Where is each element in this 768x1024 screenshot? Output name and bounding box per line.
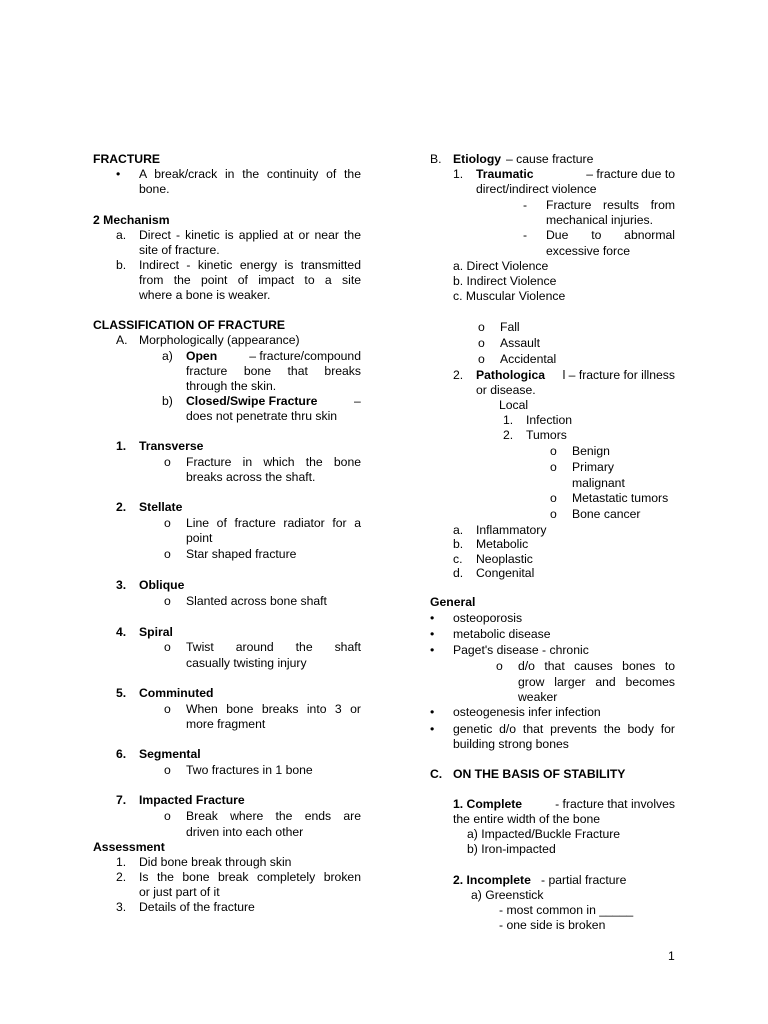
list-marker: a. (453, 523, 464, 537)
list-marker: 1. (116, 439, 127, 453)
list-marker: 2. (453, 368, 464, 382)
etiology-text: – cause fracture (506, 152, 594, 166)
type-segmental: Segmental (139, 747, 201, 761)
category-item: Metabolic (476, 537, 529, 551)
greenstick-detail: - most common in _____ (499, 903, 634, 917)
list-marker: 1. (116, 855, 127, 869)
list-marker: b. (453, 537, 464, 551)
tumor-item: malignant (572, 476, 625, 490)
tumor-item: Metastatic tumors (572, 491, 669, 505)
circle-bullet-glyph: o (164, 547, 171, 561)
type-description: When bone breaks into 3 or (186, 702, 361, 716)
circle-bullet-glyph: o (164, 455, 171, 469)
local-item: Tumors (526, 428, 567, 442)
list-marker: a) (162, 349, 173, 363)
bullet-glyph: • (430, 643, 435, 657)
dash-marker: - (523, 228, 528, 242)
circle-bullet-glyph: o (550, 460, 557, 474)
general-item: building strong bones (453, 737, 569, 751)
list-marker: 6. (116, 747, 127, 761)
bullet-glyph: • (430, 722, 435, 736)
circle-bullet-glyph: o (478, 352, 485, 366)
traumatic-text: – fracture due to (586, 167, 675, 181)
pathological-text: l – fracture for illness (562, 368, 675, 382)
open-fracture-text: – fracture/compound (249, 349, 361, 363)
circle-bullet-glyph: o (478, 320, 485, 334)
incomplete-text: - partial fracture (541, 873, 627, 887)
general-subitem: grow larger and becomes (518, 675, 675, 689)
circle-bullet-glyph: o (164, 640, 171, 654)
open-fracture-label: Open (186, 349, 218, 363)
list-marker: 2. (116, 500, 127, 514)
fracture-definition-line: A break/crack in the continuity of the (139, 167, 361, 181)
type-description: Star shaped fracture (186, 547, 297, 561)
list-marker: 3. (116, 900, 127, 914)
list-marker: C. (430, 767, 443, 781)
list-marker: 1. (503, 413, 514, 427)
circle-bullet-glyph: o (550, 491, 557, 505)
open-fracture-text: through the skin. (186, 379, 277, 393)
bullet-glyph: • (430, 611, 435, 625)
list-marker: d. (453, 566, 464, 580)
mechanism-indirect: Indirect - kinetic energy is transmitted (139, 258, 361, 272)
mechanism-indirect: where a bone is weaker. (139, 288, 271, 302)
list-marker: 2. (503, 428, 514, 442)
circle-bullet-glyph: o (164, 763, 171, 777)
circle-bullet-glyph: o (164, 594, 171, 608)
circle-bullet-glyph: o (164, 516, 171, 530)
assessment-item: Is the bone break completely broken (139, 870, 361, 884)
fracture-definition-line: bone. (139, 182, 170, 196)
pathological-label: Pathologica (476, 368, 546, 382)
list-marker: b. (116, 258, 127, 272)
assessment-item: Details of the fracture (139, 900, 255, 914)
tumor-item: Benign (572, 444, 610, 458)
incomplete-label: 2. Incomplete (453, 873, 531, 887)
traumatic-detail: mechanical injuries. (546, 213, 654, 227)
general-item: osteoporosis (453, 611, 523, 625)
category-item: Inflammatory (476, 523, 547, 537)
general-subitem: weaker (518, 690, 558, 704)
page-number: 1 (668, 949, 675, 963)
circle-bullet-glyph: o (164, 809, 171, 823)
closed-fracture-text: does not penetrate thru skin (186, 409, 338, 423)
circle-bullet-glyph: o (550, 444, 557, 458)
violence-item: a. Direct Violence (453, 259, 549, 273)
violence-item: c. Muscular Violence (453, 289, 566, 303)
local-item: Infection (526, 413, 573, 427)
type-description: more fragment (186, 717, 266, 731)
type-description: Slanted across bone shaft (186, 594, 327, 608)
closed-fracture-dash: – (354, 394, 361, 408)
general-item: osteogenesis infer infection (453, 705, 601, 719)
complete-label: 1. Complete (453, 797, 523, 811)
list-marker: 1. (453, 167, 464, 181)
circle-bullet-glyph: o (496, 659, 503, 673)
type-description: point (186, 531, 213, 545)
bullet-glyph: • (430, 627, 435, 641)
complete-text: - fracture that involves (555, 797, 675, 811)
tumor-item: Primary (572, 460, 614, 474)
list-marker: c. (453, 552, 463, 566)
cause-item: Fall (500, 320, 520, 334)
type-stellate: Stellate (139, 500, 183, 514)
type-description: breaks across the shaft. (186, 470, 316, 484)
traumatic-label: Traumatic (476, 167, 534, 181)
type-description: Line of fracture radiator for a (186, 516, 361, 530)
bullet-glyph: • (430, 705, 435, 719)
circle-bullet-glyph: o (478, 336, 485, 350)
list-marker: b) (162, 394, 173, 408)
complete-text: the entire width of the bone (453, 812, 601, 826)
tumor-item: Bone cancer (572, 507, 641, 521)
stability-heading: ON THE BASIS OF STABILITY (453, 767, 626, 781)
pathological-text: or disease. (476, 383, 536, 397)
mechanism-direct: site of fracture. (139, 243, 220, 257)
mechanism-direct: Direct - kinetic is applied at or near the (139, 228, 361, 242)
general-item: metabolic disease (453, 627, 551, 641)
type-description: Fracture in which the bone (186, 455, 361, 469)
traumatic-detail: Fracture results from (546, 198, 675, 212)
type-oblique: Oblique (139, 578, 185, 592)
type-spiral: Spiral (139, 625, 173, 639)
list-marker: 4. (116, 625, 127, 639)
general-item: Paget's disease - chronic (453, 643, 589, 657)
list-marker: A. (116, 333, 128, 347)
bullet-glyph: • (116, 167, 121, 181)
type-description: Break where the ends are (186, 809, 361, 823)
greenstick-detail: - one side is broken (499, 918, 606, 932)
complete-subitem: a) Impacted/Buckle Fracture (467, 827, 621, 841)
traumatic-text: direct/indirect violence (476, 182, 597, 196)
type-description: Twist around the shaft (186, 640, 361, 654)
closed-fracture-label: Closed/Swipe Fracture (186, 394, 318, 408)
type-description: Two fractures in 1 bone (186, 763, 313, 777)
classification-heading: CLASSIFICATION OF FRACTURE (93, 318, 286, 332)
fracture-heading: FRACTURE (93, 152, 161, 166)
dash-marker: - (523, 198, 528, 212)
list-marker: 2. (116, 870, 127, 884)
type-transverse: Transverse (139, 439, 204, 453)
etiology-label: Etiology (453, 152, 502, 166)
list-marker: 7. (116, 793, 127, 807)
circle-bullet-glyph: o (550, 507, 557, 521)
assessment-item: Did bone break through skin (139, 855, 292, 869)
violence-item: b. Indirect Violence (453, 274, 557, 288)
list-marker: 5. (116, 686, 127, 700)
general-heading: General (430, 595, 476, 609)
cause-item: Assault (500, 336, 540, 350)
traumatic-detail: Due to abnormal (546, 228, 675, 242)
category-item: Congenital (476, 566, 535, 580)
greenstick-label: a) Greenstick (471, 888, 544, 902)
complete-subitem: b) Iron-impacted (467, 842, 556, 856)
cause-item: Accidental (500, 352, 557, 366)
general-subitem: d/o that causes bones to (518, 659, 675, 673)
mechanism-indirect: from the point of impact to a site (139, 273, 361, 287)
mechanism-heading: 2 Mechanism (93, 213, 170, 227)
type-impacted: Impacted Fracture (139, 793, 245, 807)
assessment-heading: Assessment (93, 840, 165, 854)
circle-bullet-glyph: o (164, 702, 171, 716)
category-item: Neoplastic (476, 552, 533, 566)
list-marker: 3. (116, 578, 127, 592)
general-item: genetic d/o that prevents the body for (453, 722, 675, 736)
assessment-item: or just part of it (139, 885, 220, 899)
list-marker: B. (430, 152, 442, 166)
morphology-label: Morphologically (appearance) (139, 333, 300, 347)
type-description: casually twisting injury (186, 656, 307, 670)
local-label: Local (499, 398, 529, 412)
traumatic-detail: excessive force (546, 244, 630, 258)
type-comminuted: Comminuted (139, 686, 214, 700)
open-fracture-text: fracture bone that breaks (186, 364, 361, 378)
type-description: driven into each other (186, 825, 304, 839)
list-marker: a. (116, 228, 127, 242)
